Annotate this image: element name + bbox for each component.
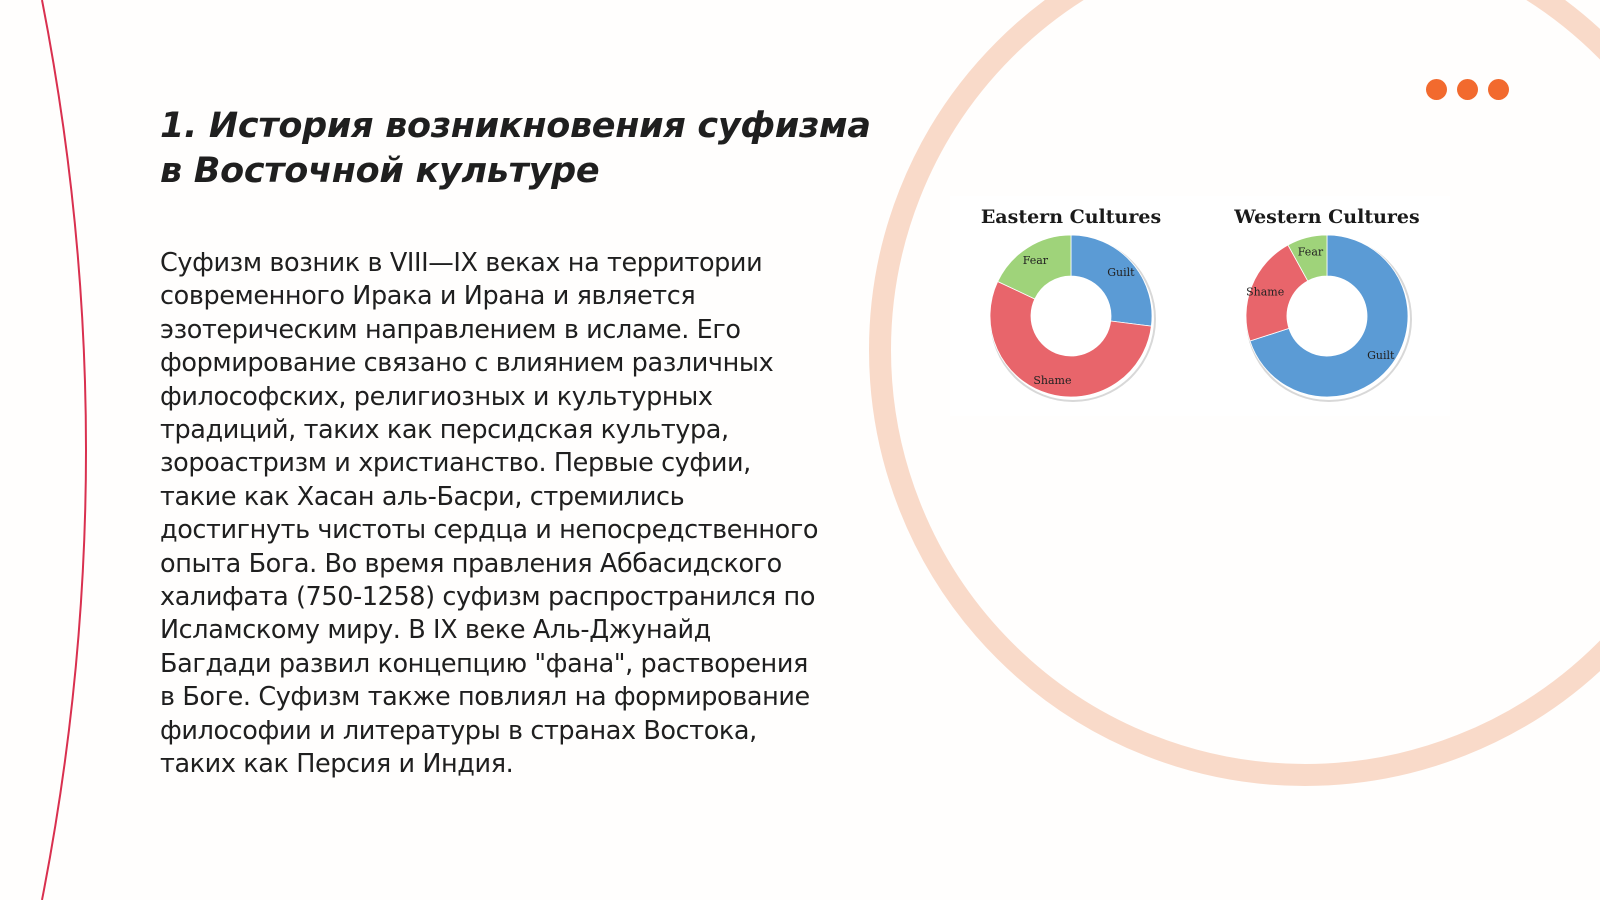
- slice-label: Guilt: [1107, 266, 1135, 280]
- slice-label: Shame: [1033, 373, 1072, 387]
- body-line: Багдади развил концепцию "фана", растворения: [160, 648, 808, 679]
- body-line: таких как Персия и Индия.: [160, 749, 514, 780]
- body-line: достигнуть чистоты сердца и непосредственного: [160, 515, 819, 546]
- body-line: эзотерическим направлением в исламе. Его: [160, 314, 741, 345]
- slide-title: [160, 104, 871, 194]
- slice-label: Guilt: [1367, 349, 1395, 363]
- chart-title: Eastern Cultures: [980, 206, 1162, 228]
- donut-charts-svg: [950, 196, 1450, 416]
- body-line: философских, религиозных и культурных: [160, 381, 713, 412]
- dots-decoration: [1426, 79, 1509, 100]
- dot: [1488, 79, 1509, 100]
- slice-label: Fear: [1022, 253, 1049, 267]
- body-line: современного Ирака и Ирана и является: [160, 281, 696, 312]
- body-line: философии и литературы в странах Востока,: [160, 715, 757, 746]
- body-line: опыта Бога. Во время правления Аббасидского: [160, 548, 782, 579]
- body-line: такие как Хасан аль-Басри, стремились: [160, 481, 685, 512]
- body-paragraph: [160, 247, 850, 782]
- body-line: Суфизм возник в VIII—IX веках на территории: [160, 248, 763, 278]
- slice-label: Shame: [1246, 285, 1285, 299]
- body-line: в Боге. Суфизм также повлиял на формирование: [160, 682, 810, 713]
- body-line: формирование связано с влиянием различных: [160, 348, 774, 379]
- dot: [1426, 79, 1447, 100]
- title-line: 1. История возникновения суфизма: [160, 106, 871, 146]
- dot: [1457, 79, 1478, 100]
- title-line: в Восточной культуре: [160, 151, 600, 191]
- donut-charts-image: [950, 196, 1450, 416]
- body-line: зороастризм и христианство. Первые суфии,: [160, 448, 751, 479]
- chart-title: Western Cultures: [1234, 206, 1420, 228]
- body-line: традиций, таких как персидская культура,: [160, 415, 729, 446]
- slice-label: Fear: [1297, 245, 1324, 259]
- body-line: халифата (750-1258) суфизм распространился по: [160, 582, 816, 613]
- body-line: Исламскому миру. В IX веке Аль-Джунайд: [160, 615, 711, 646]
- left-curve-line: [42, 0, 86, 900]
